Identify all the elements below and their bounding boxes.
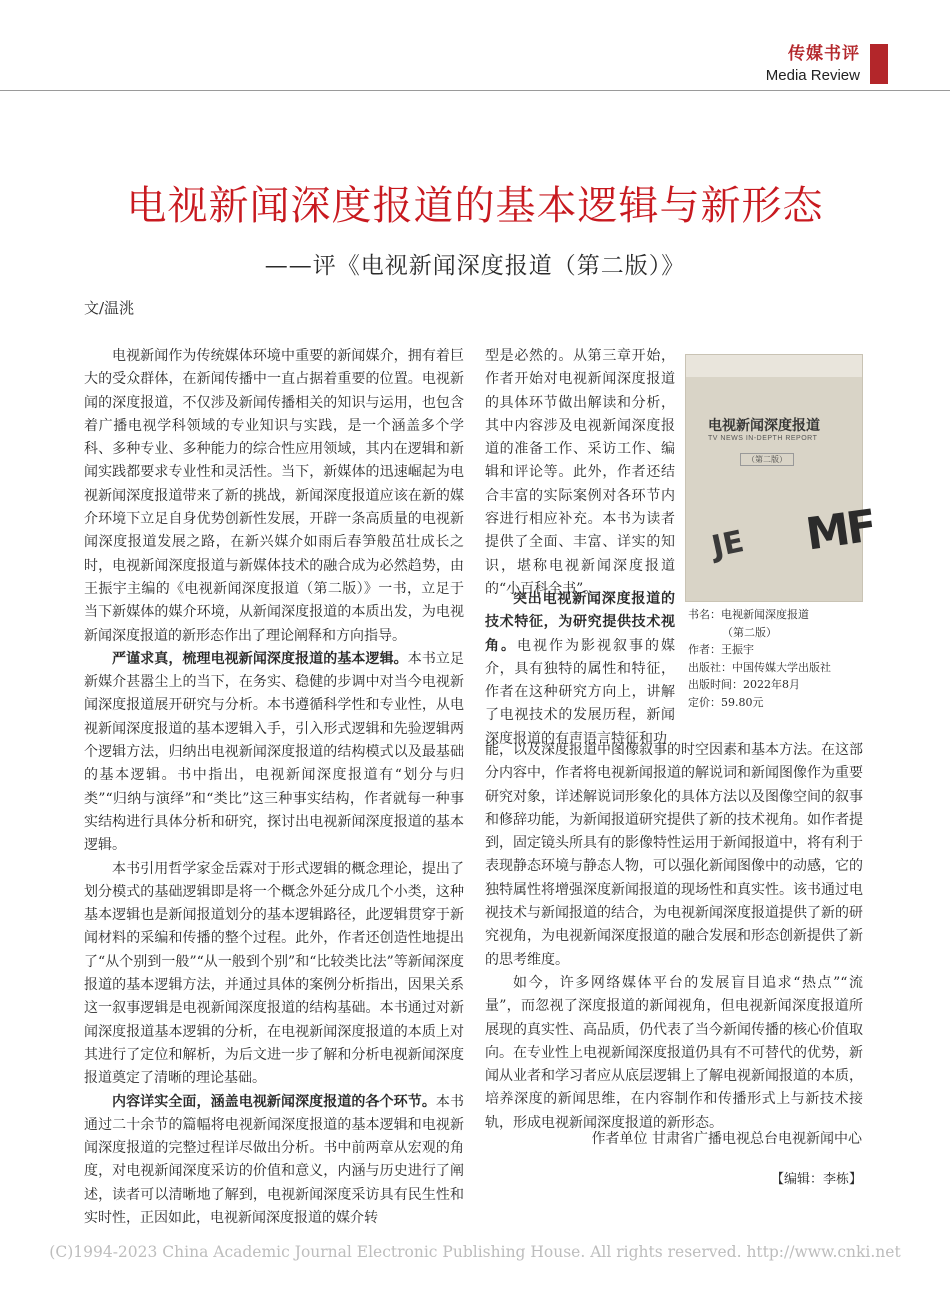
paragraph-logic-detail: 本书引用哲学家金岳霖对于形式逻辑的概念理论，提出了划分模式的基础逻辑即是将一个概念外延分成几个小类，这种基本逻辑也是新闻报道划分的基本逻辑路径，此逻辑贯穿于新闻材料的采编和传播的整个过程。此外，作者还创造性地提出了“从个别到一般”“从一般到个别”和“比较类比法”等新闻深度报道的基本逻辑方法，并通过具体的案例分析指出，因果关系这一叙事逻辑是电视新闻深度报道的结构基础。本书通过对新闻深度报道基本逻辑的分析，在电视新闻深度报道的本质上对其进行了定位和解析，为后文进一步了解和分析电视新闻深度报道奠定了清晰的理论基础。 — [84, 860, 464, 1087]
article-author: 文/温洮 — [84, 299, 135, 317]
copyright-watermark: (C)1994-2023 China Academic Journal Electronic Publishing House. All rights reserved. http://www.cnki.net — [49, 1243, 901, 1261]
header-divider — [0, 90, 950, 91]
book-cover-graphic-2: JE — [708, 524, 747, 565]
paragraph-logic: 严谨求真，梳理电视新闻深度报道的基本逻辑。本书立足新媒介甚嚣尘上的当下，在务实、稳健的步调中对当今电视新闻深度报道展开研究与分析。本书遵循科学性和专业性，从电视新闻深度报道的基本逻辑入手，引入形式逻辑和先验逻辑两个逻辑方法，归纳出电视新闻深度报道的结构模式以及最基础的基本逻辑。书中指出，电视新闻深度报道有“划分与归类”“归纳与演绎”和“类比”这三种事实结构，作者就每一种事实结构进行具体分析和研究，探讨出电视新闻深度报道的基本逻辑。 — [84, 650, 464, 854]
paragraph-intro: 电视新闻作为传统媒体环境中重要的新闻媒介，拥有着巨大的受众群体，在新闻传播中一直占据着重要的位置。电视新闻的深度报道，不仅涉及新闻传播相关的知识与运用，也包含着广播电视学科领域的专业知识与实践，是一个涵盖多个学科、多种专业、多种能力的综合性应用领域，其内在逻辑和新闻实践都要求专业性和灵活性。当下，新媒体的迅速崛起为电视新闻深度报道带来了新的挑战，新闻深度报道应该在新的媒介环境下立足自身优势创新性发展，开辟一条高质量的电视新闻深度报道发展之路，在新兴媒介如雨后春笋般茁壮成长之时，电视新闻深度报道与新媒体技术的融合成为必然趋势，由王振宇主编的《电视新闻深度报道（第二版）》一书，立足于当下新媒体的媒介环境，从新闻深度报道的本质出发，为电视新闻深度报道的新形态作出了理论阐释和方向指导。 — [84, 348, 464, 644]
book-cover-banner — [686, 355, 862, 377]
book-cover-title: 电视新闻深度报道 — [708, 418, 820, 434]
column-name-cn: 传媒书评 — [788, 44, 860, 64]
book-info-date: 出版时间：2022年8月 — [688, 678, 800, 691]
column-name-en: Media Review — [765, 67, 860, 84]
editor-credit: 【编辑：李栋】 — [770, 1172, 862, 1187]
right-column-bottom — [485, 739, 863, 1135]
right-column-top: 型是必然的。从第三章开始，作者开始对电视新闻深度报道的具体环节做出解读和分析，其中内容涉及电视新闻深度报道的准备工作、采访工作、编辑和评论等。此外，作者还结合丰富的实际案例对各环节内容进行相应补充。本书为读者提供了全面、丰富、详实的知识，堪称电视新闻深度报道的“小百科全书”。 — [485, 348, 675, 597]
paragraph-technology: 突出电视新闻深度报道的技术特征，为研究提供技术视角。电视作为影视叙事的媒介，具有独特的属性和特征，作者在这种研究方向上，讲解了电视技术的发展历程，新闻深度报道的有声语言特征和功 — [485, 591, 675, 747]
header-accent-bar — [870, 44, 888, 84]
section-heading-logic: 严谨求真，梳理电视新闻深度报道的基本逻辑。 — [112, 650, 408, 667]
column-header — [766, 44, 860, 86]
section-heading-technology: 突出电视新闻深度报道的技术特征，为研究提供技术视角。 — [485, 591, 675, 654]
author-affiliation: 作者单位 甘肃省广播电视总台电视新闻中心 — [591, 1131, 862, 1147]
left-column — [84, 345, 464, 1230]
article-subtitle: ——评《电视新闻深度报道（第二版）》 — [264, 253, 686, 279]
section-heading-content: 内容详实全面，涵盖电视新闻深度报道的各个环节。 — [112, 1093, 436, 1110]
book-cover-image — [685, 354, 878, 602]
book-info-edition: （第二版） — [722, 625, 777, 639]
paragraph-conclusion: 如今，许多网络媒体平台的发展盲目追求“热点”“流量”，而忽视了深度报道的新闻视角，但电视新闻深度报道所展现的真实性、高品质，仍代表了当今新闻传播的核心价值取向。在专业性上电视新闻深度报道仍具有不可替代的优势，新闻从业者和学习者应从底层逻辑上了解电视新闻报道的本质，培养深度的新闻思维，在内容制作和传播形式上与新技术接轨，形成电视新闻深度报道的新形态。 — [485, 974, 863, 1131]
paragraph-content: 内容详实全面，涵盖电视新闻深度报道的各个环节。本书通过二十余节的篇幅将电视新闻深度报道的基本逻辑和电视新闻深度报道的完整过程详尽做出分析。书中前两章从宏观的角度，对电视新闻深度采访的价值和意义，内涵与历史进行了阐述，读者可以清晰地了解到，电视新闻深度采访具有民生性和实时性，正因如此，电视新闻深度报道的媒介转 — [84, 1093, 465, 1226]
book-info — [688, 606, 868, 711]
right-column-middle — [485, 588, 675, 751]
book-info-name: 书名：电视新闻深度报道 — [688, 608, 809, 621]
book-cover-title-en: TV NEWS IN-DEPTH REPORT — [708, 435, 818, 442]
paragraph-technology-cont: 能，以及深度报道中图像叙事的时空因素和基本方法。在这部分内容中，作者将电视新闻报道的解说词和新闻图像作为重要研究对象，详述解说词形象化的具体方法以及图像空间的叙事和修辞功能，为新闻报道研究提供了新的技术视角。如作者提到，固定镜头所具有的影像特性运用于新闻报道中，将有利于表现静态环境与静态人物，可以强化新闻图像中的动感，它的独特属性将增强深度新闻报道的现场性和真实性。该书通过电视技术与新闻报道的结合，为电视新闻深度报道提供了新的研究视角，为电视新闻深度报道的融合发展和形态创新提供了新的思考维度。 — [485, 742, 863, 968]
book-cover-edition: （第二版） — [740, 453, 794, 466]
book-info-price: 定价：59.80元 — [688, 695, 764, 709]
book-cover-graphic: MF — [802, 500, 878, 561]
book-info-publisher: 出版社：中国传媒大学出版社 — [688, 660, 831, 674]
article-title: 电视新闻深度报道的基本逻辑与新形态 — [126, 183, 824, 229]
book-info-author: 作者：王振宇 — [688, 643, 754, 656]
